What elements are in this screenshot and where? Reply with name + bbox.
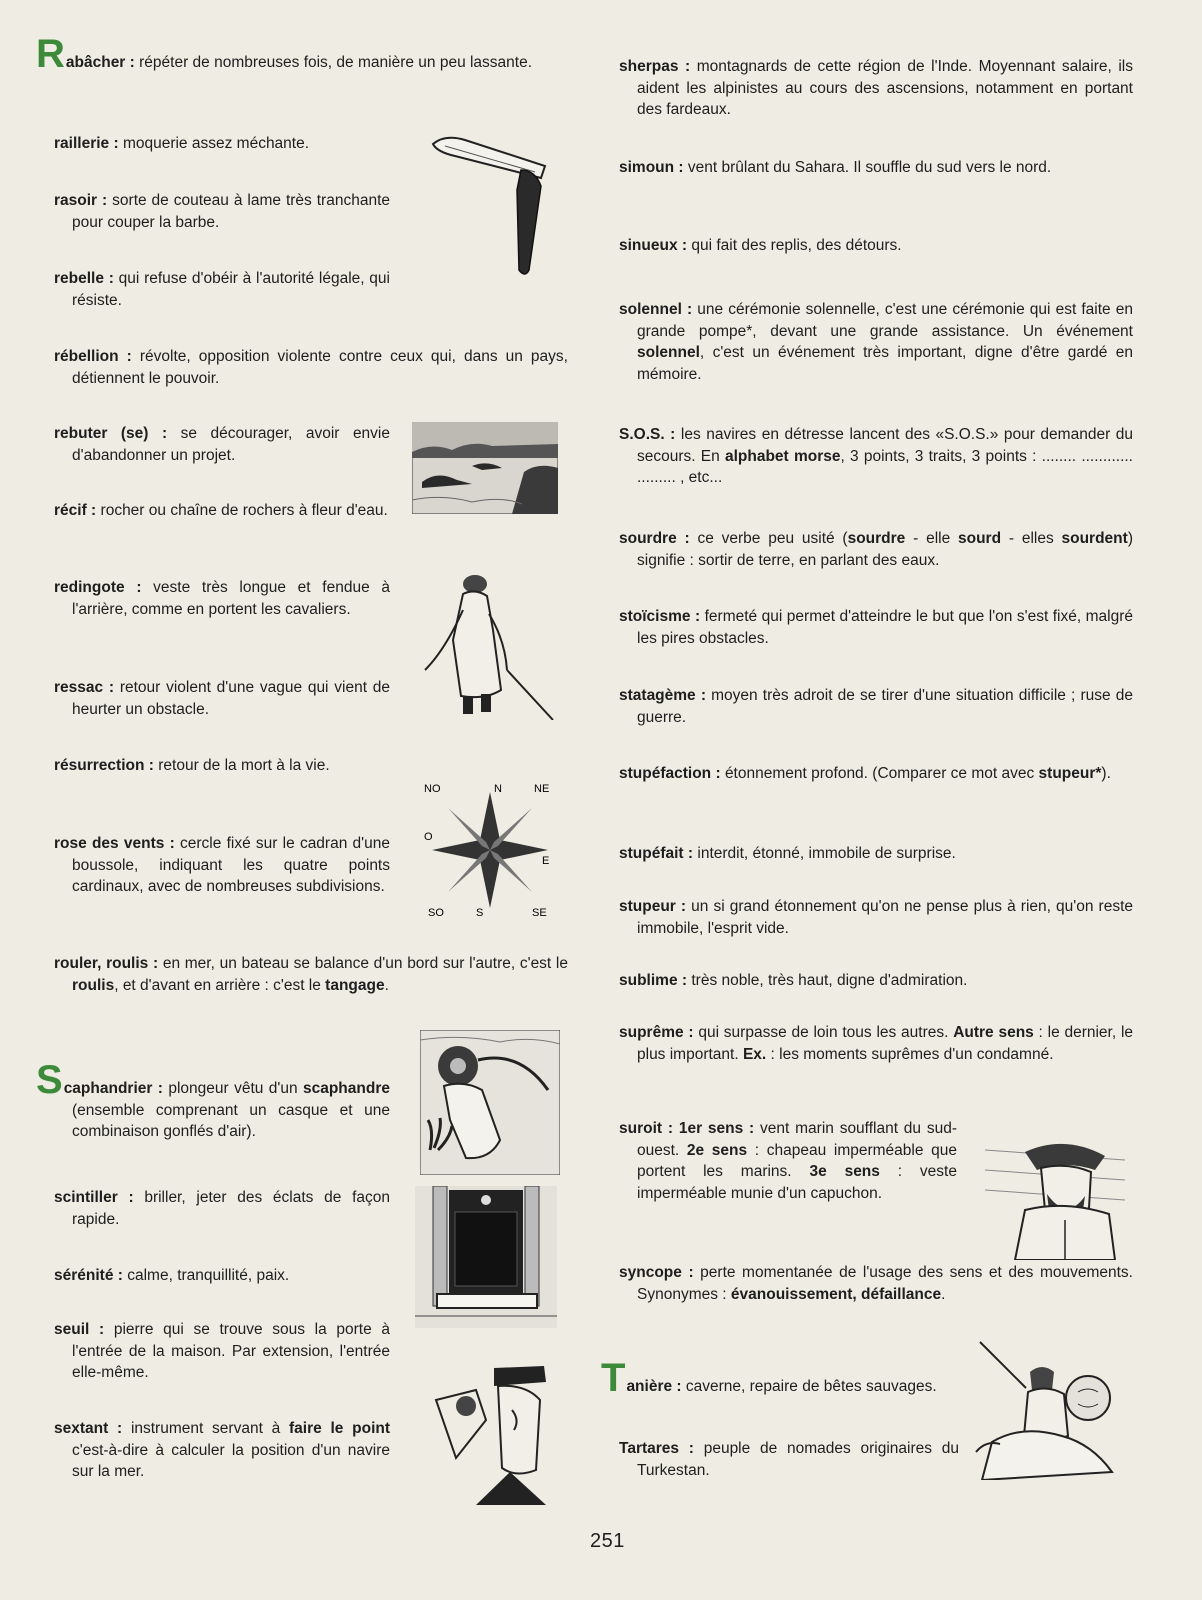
entry-rouler-roulis: rouler, roulis : en mer, un bateau se balance d'un bord sur l'autre, c'est le roulis, et d'avant en arrière : c'est le tangage. [54, 955, 568, 994]
entry-simoun: simoun : vent brûlant du Sahara. Il souffle du sud vers le nord. [619, 159, 1052, 176]
entry-redingote: redingote : veste très longue et fendue à l'arrière, comme en portent les cavaliers. [54, 579, 390, 618]
razor-illustration [425, 130, 555, 280]
entry-taniere: Tanière : caverne, repaire de bêtes sauvages. [601, 1356, 937, 1400]
entry-ressac: ressac : retour violent d'une vague qui vient de heurter un obstacle. [54, 679, 390, 718]
entry-scintiller: scintiller : briller, jeter des éclats de façon rapide. [54, 1189, 390, 1228]
entry-tartares: Tartares : peuple de nomades originaires du Turkestan. [619, 1440, 959, 1479]
entry-rebelle: rebelle : qui refuse d'obéir à l'autorité légale, qui résiste. [54, 270, 390, 309]
entry-stupeur: stupeur : un si grand étonnement qu'on ne pense plus à rien, qu'on reste immobile, l'esprit vide. [619, 898, 1133, 937]
page-number: 251 [590, 1530, 625, 1552]
reef-illustration [412, 422, 558, 514]
compass-rose-illustration [420, 778, 560, 920]
compass-label-w: O [424, 831, 433, 843]
entry-seuil: seuil : pierre qui se trouve sous la porte à l'entrée de la maison. Par extension, l'entrée elle-même. [54, 1321, 390, 1382]
entry-raillerie: raillerie : moquerie assez méchante. [54, 135, 310, 152]
sextant-sailor-illustration [416, 1360, 561, 1505]
entry-rabacher: Rabâcher : répéter de nombreuses fois, de manière un peu lassante. [36, 32, 533, 76]
diver-illustration [420, 1030, 560, 1175]
entry-sourdre: sourdre : ce verbe peu usité (sourdre - elle sourd - elles sourdent) signifie : sortir de terre, en parlant des eaux. [619, 530, 1133, 569]
compass-label-sw: SO [428, 907, 444, 919]
tartar-rider-illustration [972, 1332, 1120, 1480]
compass-label-nw: NO [424, 783, 441, 795]
compass-label-n: N [494, 783, 502, 795]
compass-label-se: SE [532, 907, 547, 919]
entry-sinueux: sinueux : qui fait des replis, des détours. [619, 237, 902, 254]
compass-label-ne: NE [534, 783, 550, 795]
doorway-threshold-illustration [415, 1186, 557, 1328]
entry-stupefaction: stupéfaction : étonnement profond. (Comparer ce mot avec stupeur*). [619, 765, 1111, 782]
compass-label-s: S [476, 907, 484, 919]
entry-scaphandrier: Scaphandrier : plongeur vêtu d'un scaphandre (ensemble comprenant un casque et une combinaison gonflés d'air). [36, 1058, 390, 1141]
entry-suroit: suroit : 1er sens : vent marin soufflant du sud-ouest. 2e sens : chapeau imperméable que portent les marins. 3e sens : veste imperméable munie d'un capuchon. [619, 1120, 958, 1202]
compass-label-e: E [542, 855, 550, 867]
entry-rose-des-vents: rose des vents : cercle fixé sur le cadran d'une boussole, indiquant les quatre points cardinaux, avec de nombreuses subdivisions. [54, 835, 390, 896]
entry-sublime: sublime : très noble, très haut, digne d'admiration. [619, 972, 968, 989]
entry-resurrection: résurrection : retour de la mort à la vie. [54, 757, 330, 774]
entry-rasoir: rasoir : sorte de couteau à lame très tranchante pour couper la barbe. [54, 192, 390, 231]
entry-rebellion: rébellion : révolte, opposition violente contre ceux qui, dans un pays, détiennent le pouvoir. [54, 348, 568, 387]
entry-stoicisme: stoïcisme : fermeté qui permet d'atteindre le but que l'on s'est fixé, malgré les pires obstacles. [619, 608, 1133, 647]
initial-letter-t: T [601, 1356, 626, 1400]
entry-rebuter: rebuter (se) : se décourager, avoir envie d'abandonner un projet. [54, 425, 390, 464]
entry-sherpas: sherpas : montagnards de cette région de l'Inde. Moyennant salaire, ils aident les alpinistes au cours des ascensions, notamment en portant des fardeaux. [619, 58, 1133, 119]
initial-letter-s: S [36, 1058, 63, 1102]
entry-statageme: statagème : moyen très adroit de se tirer d'une situation difficile ; ruse de guerre. [619, 687, 1133, 726]
entry-recif: récif : rocher ou chaîne de rochers à fleur d'eau. [54, 502, 388, 519]
entry-sextant: sextant : instrument servant à faire le point c'est-à-dire à calculer la position d'un navire sur la mer. [54, 1420, 391, 1481]
entry-solennel: solennel : une cérémonie solennelle, c'est une cérémonie qui est faite en grande pompe*, devant une grande assistance. Un événement solennel, c'est un événement très important, digne d'être gardé en mémoire. [619, 301, 1133, 383]
entry-serenite: sérénité : calme, tranquillité, paix. [54, 1267, 290, 1284]
sou-wester-sailor-illustration [985, 1130, 1125, 1260]
entry-sos: S.O.S. : les navires en détresse lancent des «S.O.S.» pour demander du secours. En alphabet morse, 3 points, 3 traits, 3 points : ........ ............ ......... , etc... [619, 426, 1133, 487]
entry-syncope: syncope : perte momentanée de l'usage des sens et des mouvements. Synonymes : évanouissement, défaillance. [619, 1264, 1133, 1303]
frock-coat-illustration [415, 570, 565, 720]
entry-supreme: suprême : qui surpasse de loin tous les autres. Autre sens : le dernier, le plus important. Ex. : les moments suprêmes d'un condamné. [619, 1024, 1134, 1063]
initial-letter-r: R [36, 32, 65, 76]
entry-stupefait: stupéfait : interdit, étonné, immobile de surprise. [619, 845, 956, 862]
